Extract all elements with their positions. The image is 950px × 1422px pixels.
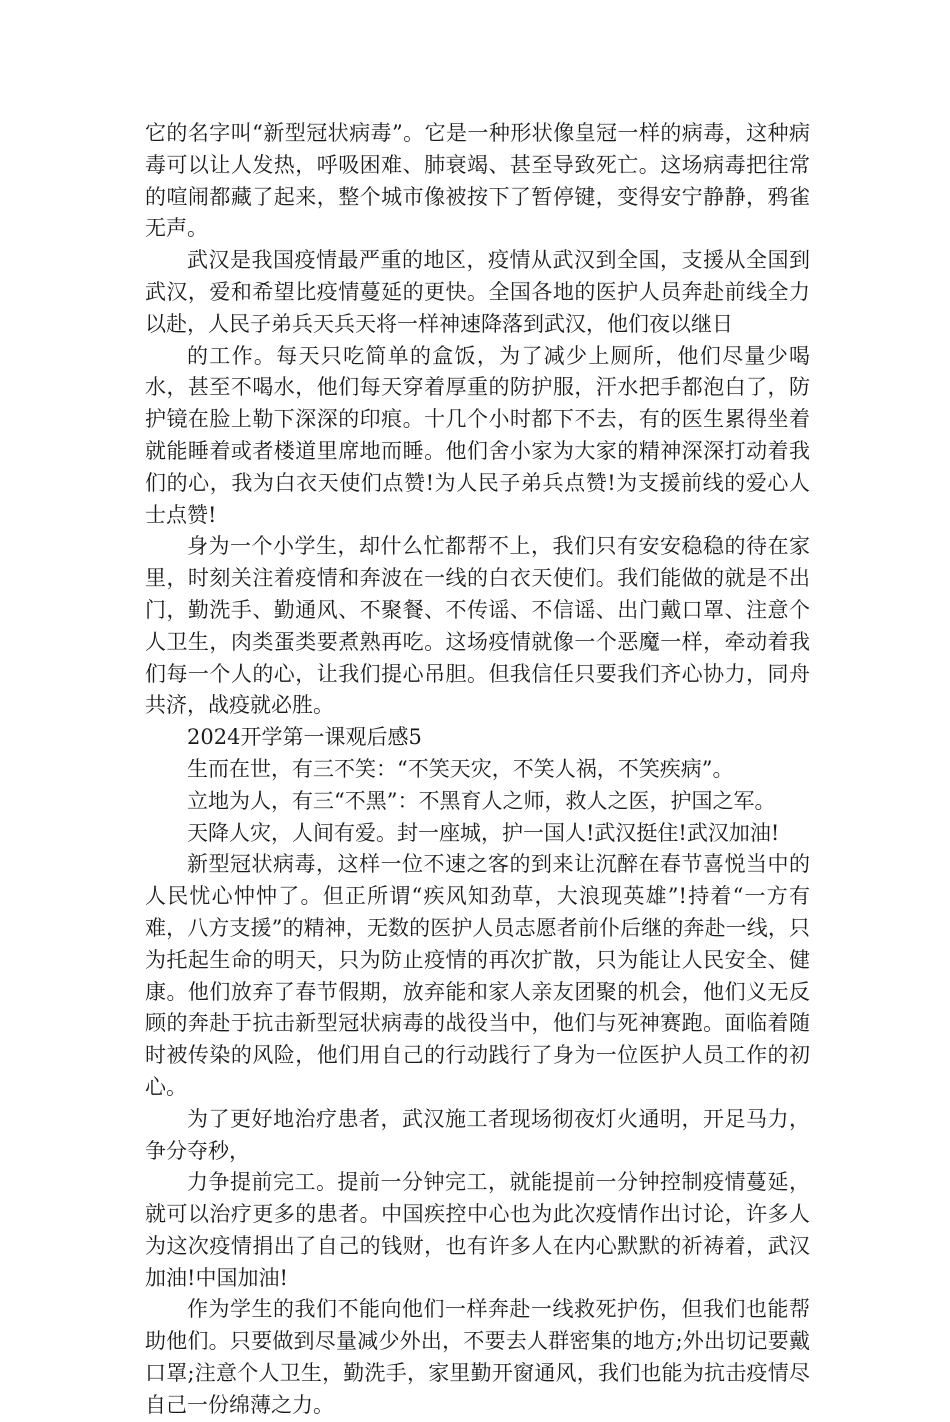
paragraph: 为了更好地治疗患者，武汉施工者现场彻夜灯火通明，开足马力，争分夺秒，: [145, 1106, 810, 1163]
section-heading: 2024开学第一课观后感5: [187, 725, 422, 750]
paragraph: 生而在世，有三不笑：“不笑天灾，不笑人祸，不笑疾病”。: [187, 756, 734, 781]
document-body: [145, 118, 810, 1422]
paragraph: 的工作。每天只吃简单的盒饭，为了减少上厕所，他们尽量少喝水，甚至不喝水，他们每天穿着厚重的防护服，汗水把手都泡白了，防护镜在脸上勒下深深的印痕。十几个小时都下不去，有的医生累得坐着就能睡着或者楼道里席地而睡。他们舍小家为大家的精神深深打动着我们的心，我为白衣天使们点赞!为人民子弟兵点赞!为支援前线的爱心人士点赞!: [145, 343, 810, 527]
paragraph: 力争提前完工。提前一分钟完工，就能提前一分钟控制疫情蔓延，就可以治疗更多的患者。中国疾控中心也为此次疫情作出讨论，许多人为这次疫情捐出了自己的钱财，也有许多人在内心默默的祈祷着，武汉加油!中国加油!: [145, 1170, 810, 1290]
paragraph: 天降人灾，人间有爱。封一座城，护一国人!武汉挺住!武汉加油!: [187, 820, 780, 845]
paragraph: 作为学生的我们不能向他们一样奔赴一线救死护伤，但我们也能帮助他们。只要做到尽量减少外出，不要去人群密集的地方;外出切记要戴口罩;注意个人卫生，勤洗手，家里勤开窗通风，我们也能为抗击疫情尽自己一份绵薄之力。: [145, 1297, 810, 1417]
paragraph: 它的名字叫“新型冠状病毒”。它是一种形状像皇冠一样的病毒，这种病毒可以让人发热，呼吸困难、肺衰竭、甚至导致死亡。这场病毒把往常的喧闹都藏了起来，整个城市像被按下了暂停键，变得安宁静静，鸦雀无声。: [145, 121, 810, 241]
paragraph: 身为一个小学生，却什么忙都帮不上，我们只有安安稳稳的待在家里，时刻关注着疫情和奔波在一线的白衣天使们。我们能做的就是不出门，勤洗手、勤通风、不聚餐、不传谣、不信谣、出门戴口罩、注意个人卫生，肉类蛋类要煮熟再吃。这场疫情就像一个恶魔一样，牵动着我们每一个人的心，让我们提心吊胆。但我信任只要我们齐心协力，同舟共济，战疫就必胜。: [145, 534, 810, 718]
paragraph: 武汉是我国疫情最严重的地区，疫情从武汉到全国，支援从全国到武汉，爱和希望比疫情蔓延的更快。全国各地的医护人员奔赴前线全力以赴，人民子弟兵天兵天将一样神速降落到武汉，他们夜以继日: [145, 248, 810, 336]
paragraph: 新型冠状病毒，这样一位不速之客的到来让沉醉在春节喜悦当中的人民忧心忡忡了。但正所谓“疾风知劲草，大浪现英雄”!持着“一方有难，八方支援”的精神，无数的医护人员志愿者前仆后继的奔赴一线，只为托起生命的明天，只为防止疫情的再次扩散，只为能让人民安全、健康。他们放弃了春节假期，放弃能和家人亲友团聚的机会，他们义无反顾的奔赴于抗击新型冠状病毒的战役当中，他们与死神赛跑。面临着随时被传染的风险，他们用自己的行动践行了身为一位医护人员工作的初心。: [145, 852, 810, 1099]
paragraph: 立地为人，有三“不黑”：不黑育人之师，救人之医，护国之军。: [187, 788, 776, 813]
